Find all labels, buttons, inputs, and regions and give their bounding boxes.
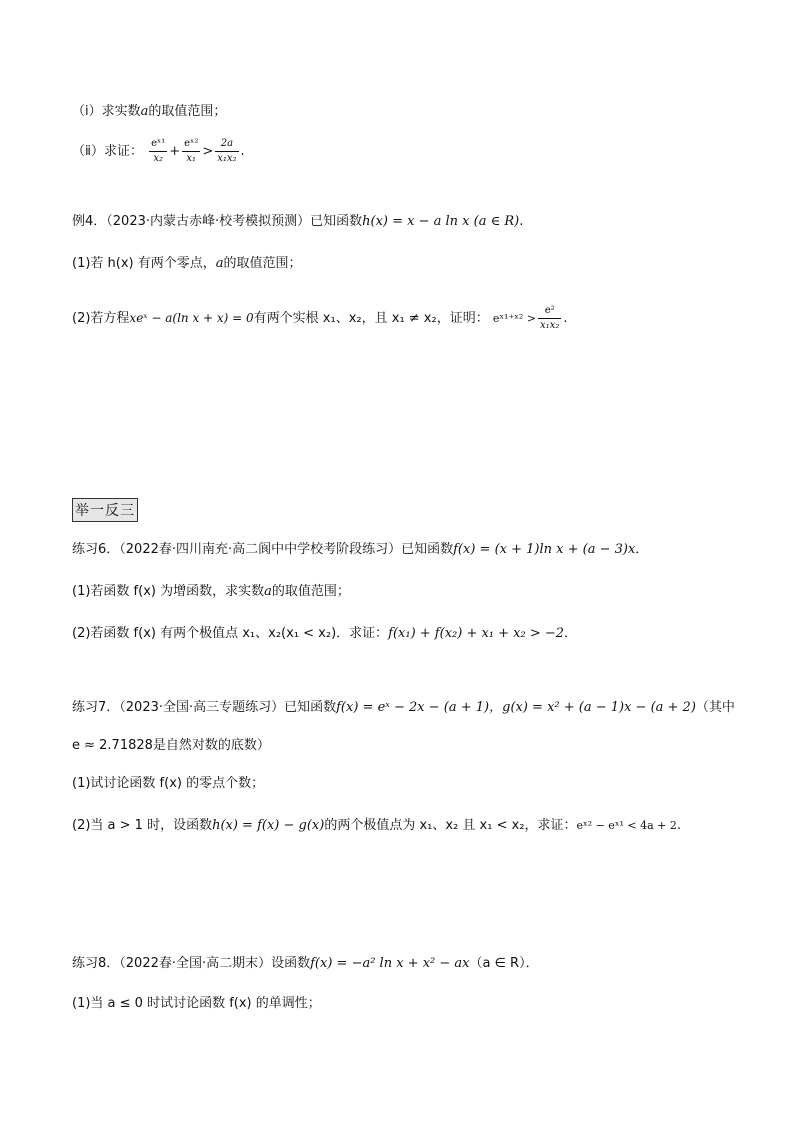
exercise-6-part-1: (1)若函数 f(x) 为增函数，求实数a的取值范围； (72, 584, 350, 599)
exercise-7-note: e ≈ 2.71828是自然对数的底数） (72, 738, 270, 753)
exercise-8-part-1: (1)当 a ≤ 0 时试讨论函数 f(x) 的单调性； (72, 996, 321, 1011)
exercise-6-heading: 练习6．（2022春·四川南充·高二阆中中学校考阶段练习）已知函数f(x) = (x + 1)ln x + (a − 3)x． (72, 542, 649, 557)
exercise-6-part-2: (2)若函数 f(x) 有两个极值点 x₁、x₂(x₁ < x₂)．求证：f(x₁) + f(x₂) + x₁ + x₂ > −2． (72, 626, 578, 641)
exercise-7-heading: 练习7．（2023·全国·高三专题练习）已知函数f(x) = eˣ − 2x − (a + 1)，g(x) = x² + (a − 1)x − (a + 2)（其中 (72, 700, 735, 715)
fraction: $\frac{\text{eˣ²}}{\text{x₁}}$ (184, 138, 199, 164)
fraction: $\frac{\text{e²}}{\text{x₁x₂}}$ (540, 305, 560, 331)
example-4-heading: 例4．（2023·内蒙古赤峰·校考模拟预测）已知函数h(x) = x − a ln x (a ∈ R). (72, 214, 524, 229)
exercise-7-part-1: (1)试讨论函数 f(x) 的零点个数； (72, 776, 265, 791)
section-label: 举一反三 (72, 498, 138, 522)
exercise-7-part-2: (2)当 a > 1 时，设函数h(x) = f(x) − g(x)的两个极值点为 x₁、x₂ 且 x₁ < x₂，求证：eˣ² − eˣ¹ < 4a + 2. (72, 818, 682, 833)
part-i: （ⅰ）求实数a的取值范围； (72, 104, 227, 119)
example-4-part-2: (2)若方程xeˣ − a(ln x + x) = 0有两个实根 x₁、x₂，且 x₁ ≠ x₂，证明： eˣ¹⁺ˣ² > $\frac{\text{e²}}{\text{x₁x₂}}$ . (72, 305, 568, 331)
fraction: $\frac{2a}{\text{x₁x₂}}$ (217, 138, 237, 164)
example-4-part-1: (1)若 h(x) 有两个零点，a的取值范围； (72, 256, 302, 271)
exercise-8-heading: 练习8．（2022春·全国·高二期末）设函数f(x) = −a² ln x + x² − ax（a ∈ R）． (72, 956, 539, 971)
part-ii: （ⅱ）求证： $\frac{\text{eˣ¹}}{\text{x₂}}$ + $\frac{\text{eˣ²}}{\text{x₁}}$ > $\frac{2a}{\text{x₁x₂}}$ . (72, 138, 245, 164)
fraction: $\frac{\text{eˣ¹}}{\text{x₂}}$ (151, 138, 166, 164)
